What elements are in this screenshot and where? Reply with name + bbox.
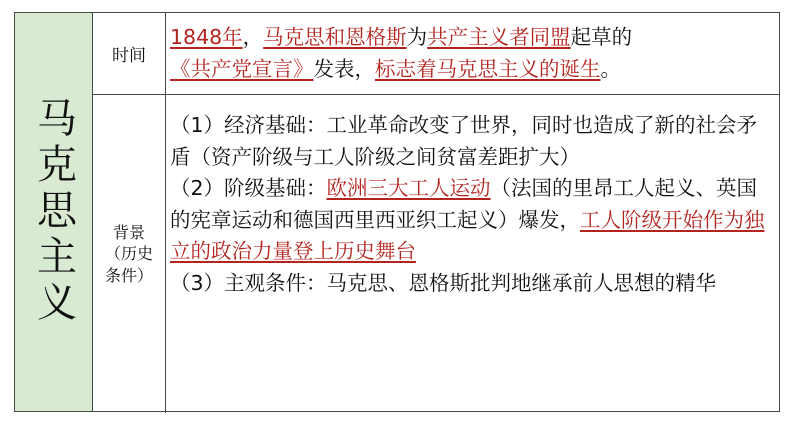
economic-basis: （1）经济基础：工业革命改变了世界，同时也造成了新的社会矛盾（资产阶级与工人阶级之间贫富差距扩大） <box>170 113 758 169</box>
workers-movement-highlight: 欧洲三大工人运动 <box>326 176 491 200</box>
subjective-condition: （3）主观条件：马克思、恩格斯批判地继承前人思想的精华 <box>170 270 717 295</box>
founders-highlight: 马克思和恩格斯 <box>263 25 407 49</box>
background-content <box>166 95 779 413</box>
subject-title: 马克思主义 <box>30 97 77 327</box>
working-class-highlight: 工人阶级开始作为独立的政治力量登上历史舞台 <box>170 207 765 263</box>
manifesto-highlight: 《共产党宣言》 <box>170 57 314 81</box>
time-content: 1848年，马克思和恩格斯为共产主义者同盟起草的《共产党宣言》发表，标志着马克思主义的诞生。 <box>166 13 779 95</box>
class-basis: （2）阶级基础：欧洲三大工人运动（法国的里昂工人起义、英国的宪章运动和德国西里西亚织工起义）爆发，工人阶级开始作为独立的政治力量登上历史舞台 <box>170 176 765 263</box>
background-label: 背景（历史条件） <box>93 95 166 413</box>
subject-cell <box>15 13 93 411</box>
birth-highlight: 标志着马克思主义的诞生 <box>375 57 601 81</box>
history-table <box>14 12 780 412</box>
league-highlight: 共产主义者同盟 <box>427 25 571 49</box>
year-highlight: 1848年 <box>170 25 243 49</box>
time-label: 时间 <box>93 13 166 95</box>
